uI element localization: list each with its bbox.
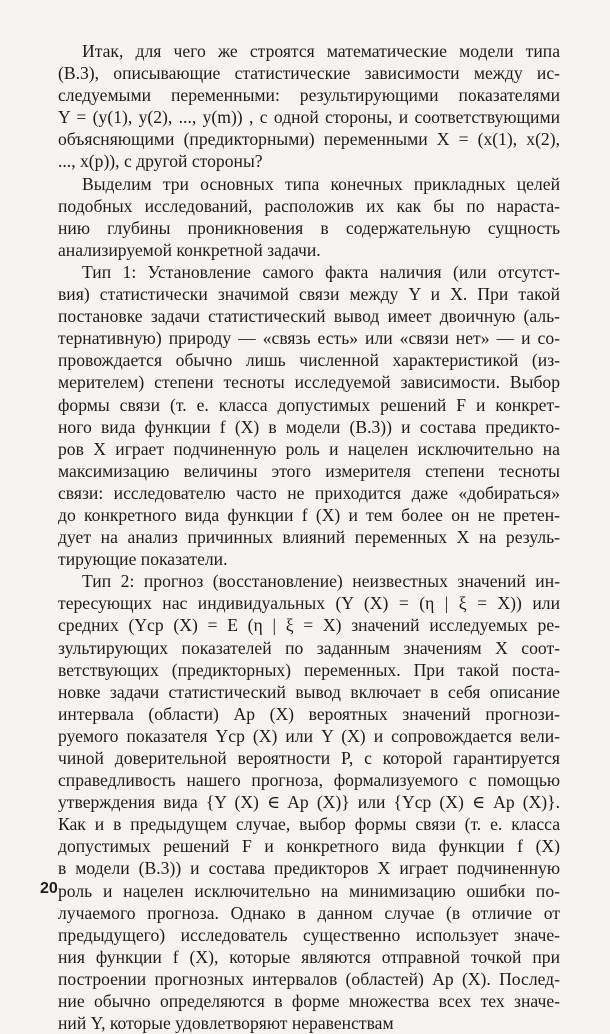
text-line: анализируемой конкретной задачи. xyxy=(58,239,321,260)
text-line: Как и в предыдущем случае, выбор формы связи (т. е. класса xyxy=(58,814,560,835)
text-line: постановке задачи статистический вывод имеет двоичную (аль- xyxy=(58,306,560,327)
page-number: 20 xyxy=(40,880,58,897)
text-line: лучаемого прогноза. Однако в данном случае (в отличие от xyxy=(58,902,560,923)
text-line: тернативную) природу — «связь есть» или «связи нет» — и со- xyxy=(58,328,560,349)
text-line: чиной доверительной вероятности P, с которой гарантируется xyxy=(58,748,560,768)
text-line: ний Y, которые удовлетворяют неравенствам xyxy=(58,1013,394,1034)
text-line: ние обычно определяются в форме множества всех тех значе- xyxy=(58,991,560,1012)
text-line: Тип 2: прогноз (восстановление) неизвестных значений ин- xyxy=(82,571,560,592)
text-line: Итак, для чего же строятся математические модели типа xyxy=(82,41,560,61)
text-line: интервала (области) Ap (X) вероятных значений прогнози- xyxy=(58,703,560,724)
text-line: допустимых решений F и конкретного вида функции f (X) xyxy=(58,836,560,857)
text-line: утверждения вида {Y (X) ∈ Ap (X)} или {Yср (X) ∈ Ap (X)}. xyxy=(58,792,560,813)
text-line: тересующих нас индивидуальных (Y (X) = (η | ξ = X)) или xyxy=(58,593,560,614)
text-line: тирующие показатели. xyxy=(58,549,228,570)
text-line: ров X играет подчиненную роль и нацелен исключительно на xyxy=(58,438,560,459)
text-line: ния функции f (X), которые являются отправной точкой при xyxy=(58,946,560,967)
text-line: вия) статистически значимой связи между Y и X. При такой xyxy=(58,284,560,305)
text-line: объясняющими (предикторными) переменными X = (x(1), x(2), xyxy=(58,129,560,150)
text-line: Y = (y(1), y(2), ..., y(m)) , с одной стороны, и соответствующими xyxy=(58,107,560,128)
paragraph xyxy=(58,40,560,173)
text-line: построении прогнозных интервалов (областей) Ap (X). Послед- xyxy=(58,968,560,989)
text-line: новке задачи статистический вывод включает в себя описание xyxy=(58,681,560,702)
paragraph xyxy=(58,570,560,1034)
text-line: средних (Yср (X) = E (η | ξ = X) значений исследуемых ре- xyxy=(58,615,560,636)
paragraph xyxy=(58,173,560,261)
text-line: Выделим три основных типа конечных прикладных целей xyxy=(82,173,560,194)
text-line: формы связи (т. е. класса допустимых решений F и конкрет- xyxy=(58,394,560,415)
text-line: дует на анализ причинных влияний переменных X на резуль- xyxy=(58,527,560,548)
text-line: в модели (В.3)) и состава предикторов X играет подчиненную xyxy=(58,858,560,879)
body-text xyxy=(58,40,560,1034)
text-line: (В.3), описывающие статистические зависимости между ис- xyxy=(58,63,560,84)
text-line: ветствующих (предикторных) переменных. При такой поста- xyxy=(58,659,560,680)
text-line: максимизацию величины этого измерителя степени тесноты xyxy=(58,460,560,481)
text-line: руемого показателя Yср (X) или Y (X) и сопровождается вели- xyxy=(58,725,560,746)
text-line: связи: исследователю часто не приходится даже «добираться» xyxy=(58,482,560,503)
text-line: ..., x(p)), с другой стороны? xyxy=(58,151,263,172)
text-line: провождается обычно лишь численной характеристикой (из- xyxy=(58,350,560,371)
text-line: мерителем) степени тесноты исследуемой зависимости. Выбор xyxy=(58,372,560,393)
text-line: нию глубины проникновения в содержательную сущность xyxy=(58,217,560,238)
text-line: роль и нацелен исключительно на минимизацию ошибки по- xyxy=(58,880,560,901)
paragraph xyxy=(58,261,560,570)
text-line: подобных исследований, расположив их как бы по нараста- xyxy=(58,195,560,216)
text-line: Тип 1: Установление самого факта наличия (или отсутст- xyxy=(82,261,560,282)
text-line: следуемыми переменными: результирующими показателями xyxy=(58,85,560,106)
text-line: справедливость нашего прогноза, формализуемого с помощью xyxy=(58,770,560,791)
text-line: предыдущего) исследователь существенно использует значе- xyxy=(58,924,560,945)
text-line: зультирующих показателей по заданным значениям X соот- xyxy=(58,637,560,658)
text-line: ного вида функции f (X) в модели (В.3)) и состава предикто- xyxy=(58,416,560,437)
text-line: до конкретного вида функции f (X) и тем более он не претен- xyxy=(58,504,560,525)
